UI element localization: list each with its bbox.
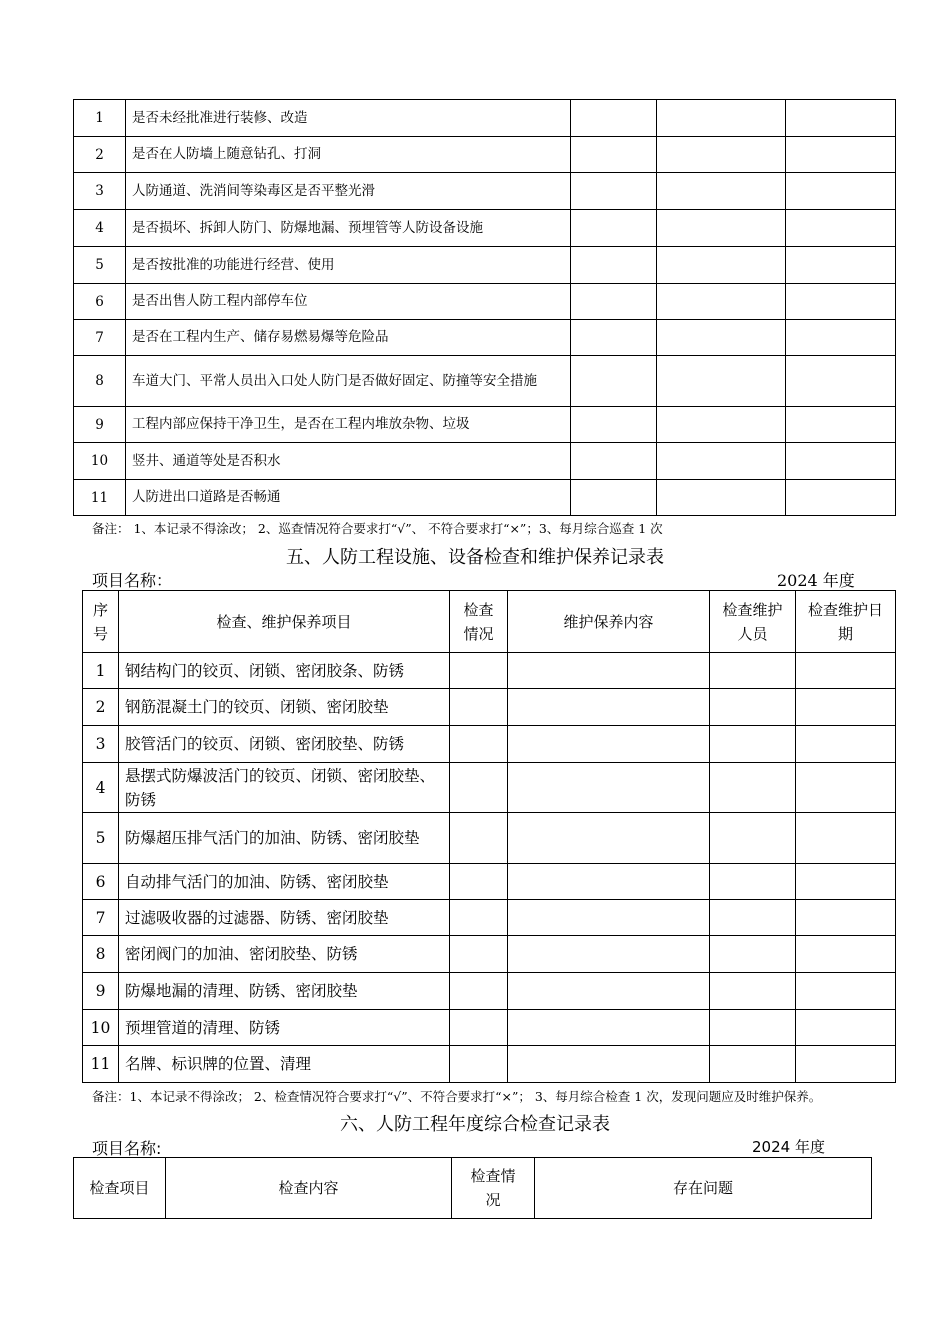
section6-year: 2024 年度 <box>752 1138 825 1156</box>
row-item: 预埋管道的清理、防锈 <box>119 1010 450 1046</box>
content-cell[interactable] <box>508 689 710 726</box>
row-item: 工程内部应保持干净卫生，是否在工程内堆放杂物、垃圾 <box>126 407 571 443</box>
content-cell[interactable] <box>508 653 710 689</box>
table-row <box>74 247 896 284</box>
blank-cell[interactable] <box>657 247 786 284</box>
row-item: 是否损坏、拆卸人防门、防爆地漏、预埋管等人防设备设施 <box>126 210 571 247</box>
date-cell[interactable] <box>796 973 896 1010</box>
row-number: 5 <box>83 813 119 864</box>
table-row <box>83 973 896 1010</box>
status-cell[interactable] <box>571 320 657 356</box>
table-row <box>74 210 896 247</box>
row-item: 过滤吸收器的过滤器、防锈、密闭胶垫 <box>119 900 450 936</box>
section5-project-label: 项目名称： <box>92 571 173 590</box>
person-cell[interactable] <box>710 900 796 936</box>
row-number: 10 <box>83 1010 119 1046</box>
status-cell[interactable] <box>571 100 657 137</box>
blank-cell[interactable] <box>786 137 896 173</box>
person-cell[interactable] <box>710 813 796 864</box>
section5-year: 2024 年度 <box>777 571 855 590</box>
row-item: 人防通道、洗消间等染毒区是否平整光滑 <box>126 173 571 210</box>
blank-cell[interactable] <box>657 100 786 137</box>
content-cell[interactable] <box>508 726 710 763</box>
status-cell[interactable] <box>571 284 657 320</box>
blank-cell[interactable] <box>786 320 896 356</box>
row-number: 8 <box>74 356 126 407</box>
blank-cell[interactable] <box>657 137 786 173</box>
content-cell[interactable] <box>508 1046 710 1083</box>
blank-cell[interactable] <box>786 356 896 407</box>
person-cell[interactable] <box>710 689 796 726</box>
status-cell[interactable] <box>450 864 508 900</box>
person-cell[interactable] <box>710 653 796 689</box>
row-number: 4 <box>74 210 126 247</box>
blank-cell[interactable] <box>657 407 786 443</box>
date-cell[interactable] <box>796 726 896 763</box>
table-row <box>74 443 896 480</box>
person-cell[interactable] <box>710 726 796 763</box>
status-cell[interactable] <box>571 407 657 443</box>
date-cell[interactable] <box>796 653 896 689</box>
row-item: 密闭阀门的加油、密闭胶垫、防锈 <box>119 936 450 973</box>
row-number: 11 <box>74 480 126 516</box>
status-cell[interactable] <box>450 1046 508 1083</box>
row-number: 6 <box>83 864 119 900</box>
table-row <box>83 1010 896 1046</box>
header-check-item: 检查项目 <box>74 1158 166 1219</box>
header-check-content: 检查内容 <box>166 1158 452 1219</box>
table-row <box>83 653 896 689</box>
person-cell[interactable] <box>710 973 796 1010</box>
blank-cell[interactable] <box>657 284 786 320</box>
blank-cell[interactable] <box>786 210 896 247</box>
maintenance-table <box>82 590 896 1083</box>
blank-cell[interactable] <box>786 284 896 320</box>
blank-cell[interactable] <box>657 443 786 480</box>
row-number: 10 <box>74 443 126 480</box>
status-cell[interactable] <box>450 1010 508 1046</box>
content-cell[interactable] <box>508 864 710 900</box>
status-cell[interactable] <box>571 443 657 480</box>
blank-cell[interactable] <box>657 173 786 210</box>
row-item: 悬摆式防爆波活门的铰页、闭锁、密闭胶垫、防锈 <box>119 763 450 813</box>
status-cell[interactable] <box>571 210 657 247</box>
content-cell[interactable] <box>508 813 710 864</box>
table-row <box>83 936 896 973</box>
table-row <box>83 900 896 936</box>
row-item: 人防进出口道路是否畅通 <box>126 480 571 516</box>
date-cell[interactable] <box>796 1046 896 1083</box>
content-cell[interactable] <box>508 973 710 1010</box>
blank-cell[interactable] <box>657 480 786 516</box>
header-item: 检查、维护保养项目 <box>119 591 450 653</box>
row-item: 自动排气活门的加油、防锈、密闭胶垫 <box>119 864 450 900</box>
person-cell[interactable] <box>710 763 796 813</box>
table-row <box>83 864 896 900</box>
row-number: 1 <box>83 653 119 689</box>
table-row <box>83 763 896 813</box>
row-number: 5 <box>74 247 126 284</box>
status-cell[interactable] <box>571 480 657 516</box>
date-cell[interactable] <box>796 936 896 973</box>
table-row <box>83 726 896 763</box>
section5-title: 五、人防工程设施、设备检查和维护保养记录表 <box>286 547 664 568</box>
blank-cell[interactable] <box>786 480 896 516</box>
row-item: 是否未经批准进行装修、改造 <box>126 100 571 137</box>
status-cell[interactable] <box>571 173 657 210</box>
table-row <box>74 356 896 407</box>
person-cell[interactable] <box>710 864 796 900</box>
status-cell[interactable] <box>450 936 508 973</box>
header-content: 维护保养内容 <box>508 591 710 653</box>
content-cell[interactable] <box>508 1010 710 1046</box>
row-number: 7 <box>74 320 126 356</box>
row-item: 钢筋混凝土门的铰页、闭锁、密闭胶垫 <box>119 689 450 726</box>
header-person: 检查维护人员 <box>710 591 796 653</box>
table-row <box>74 284 896 320</box>
maintenance-note: 备注：1、本记录不得涂改； 2、检查情况符合要求打“√”、不符合要求打“×”； 3、每月综合检查 1 次，发现问题应及时维护保养。 <box>92 1089 822 1104</box>
row-item: 是否按批准的功能进行经营、使用 <box>126 247 571 284</box>
row-item: 是否在人防墙上随意钻孔、打洞 <box>126 137 571 173</box>
row-number: 6 <box>74 284 126 320</box>
blank-cell[interactable] <box>786 100 896 137</box>
row-number: 2 <box>74 137 126 173</box>
annual-inspection-table <box>73 1157 872 1219</box>
status-cell[interactable] <box>450 973 508 1010</box>
row-number: 9 <box>83 973 119 1010</box>
header-problems: 存在问题 <box>535 1158 872 1219</box>
person-cell[interactable] <box>710 936 796 973</box>
row-item: 钢结构门的铰页、闭锁、密闭胶条、防锈 <box>119 653 450 689</box>
section6-project-label: 项目名称: <box>92 1139 162 1158</box>
row-number: 11 <box>83 1046 119 1083</box>
status-cell[interactable] <box>571 247 657 284</box>
status-cell[interactable] <box>571 137 657 173</box>
header-status: 检查情况 <box>450 591 508 653</box>
row-number: 2 <box>83 689 119 726</box>
table-row <box>74 137 896 173</box>
row-number: 4 <box>83 763 119 813</box>
table-row <box>74 480 896 516</box>
status-cell[interactable] <box>450 726 508 763</box>
row-item: 是否出售人防工程内部停车位 <box>126 284 571 320</box>
inspection-table <box>73 99 896 516</box>
blank-cell[interactable] <box>657 210 786 247</box>
table-row <box>74 320 896 356</box>
header-no: 序号 <box>83 591 119 653</box>
row-number: 3 <box>83 726 119 763</box>
person-cell[interactable] <box>710 1046 796 1083</box>
table-row <box>83 813 896 864</box>
date-cell[interactable] <box>796 864 896 900</box>
blank-cell[interactable] <box>786 407 896 443</box>
header-date: 检查维护日期 <box>796 591 896 653</box>
row-item: 名牌、标识牌的位置、清理 <box>119 1046 450 1083</box>
status-cell[interactable] <box>450 900 508 936</box>
header-check-status: 检查情况 <box>452 1158 535 1219</box>
content-cell[interactable] <box>508 936 710 973</box>
row-number: 3 <box>74 173 126 210</box>
table-row <box>83 689 896 726</box>
date-cell[interactable] <box>796 689 896 726</box>
blank-cell[interactable] <box>657 356 786 407</box>
date-cell[interactable] <box>796 1010 896 1046</box>
blank-cell[interactable] <box>786 247 896 284</box>
row-number: 7 <box>83 900 119 936</box>
row-number: 8 <box>83 936 119 973</box>
content-cell[interactable] <box>508 763 710 813</box>
content-cell[interactable] <box>508 900 710 936</box>
row-item: 竖井、通道等处是否积水 <box>126 443 571 480</box>
blank-cell[interactable] <box>786 443 896 480</box>
row-item: 防爆地漏的清理、防锈、密闭胶垫 <box>119 973 450 1010</box>
blank-cell[interactable] <box>786 173 896 210</box>
table-row <box>74 100 896 137</box>
table-row <box>74 407 896 443</box>
row-item: 是否在工程内生产、储存易燃易爆等危险品 <box>126 320 571 356</box>
status-cell[interactable] <box>450 763 508 813</box>
inspection-note: 备注： 1、本记录不得涂改； 2、巡查情况符合要求打“√”、 不符合要求打“×”；3、每月综合巡查 1 次 <box>92 521 663 536</box>
table-row <box>83 1046 896 1083</box>
status-cell[interactable] <box>450 813 508 864</box>
date-cell[interactable] <box>796 813 896 864</box>
date-cell[interactable] <box>796 763 896 813</box>
row-item: 防爆超压排气活门的加油、防锈、密闭胶垫 <box>119 813 450 864</box>
row-number: 1 <box>74 100 126 137</box>
row-number: 9 <box>74 407 126 443</box>
section6-title: 六、人防工程年度综合检查记录表 <box>340 1114 610 1135</box>
status-cell[interactable] <box>571 356 657 407</box>
row-item: 胶管活门的铰页、闭锁、密闭胶垫、防锈 <box>119 726 450 763</box>
blank-cell[interactable] <box>657 320 786 356</box>
date-cell[interactable] <box>796 900 896 936</box>
table-row <box>74 173 896 210</box>
row-item: 车道大门、平常人员出入口处人防门是否做好固定、防撞等安全措施 <box>126 356 571 407</box>
status-cell[interactable] <box>450 689 508 726</box>
person-cell[interactable] <box>710 1010 796 1046</box>
status-cell[interactable] <box>450 653 508 689</box>
